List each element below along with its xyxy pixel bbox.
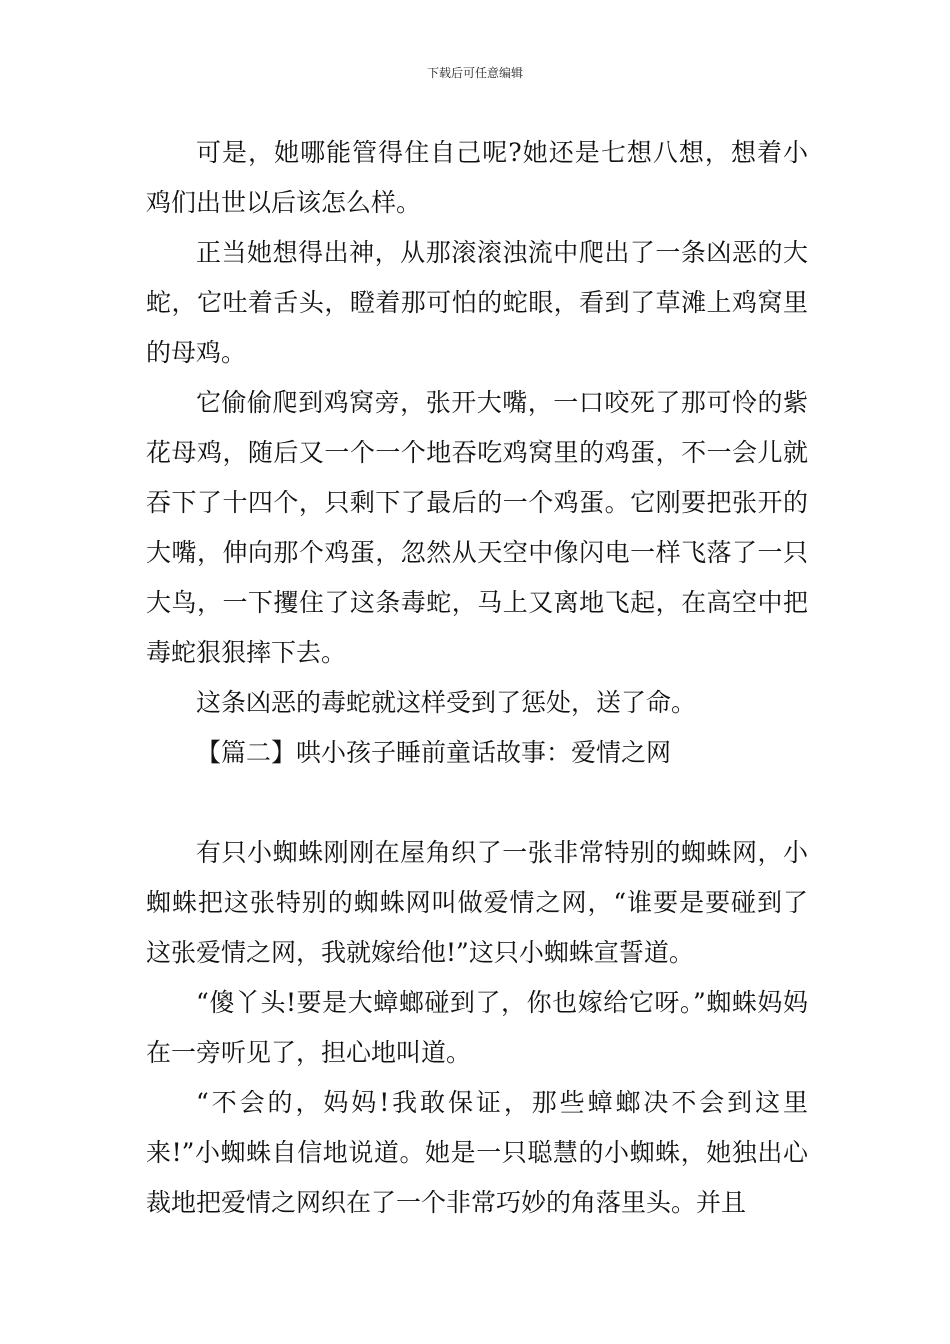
section-heading: 【篇二】哄小孩子睡前童话故事：爱情之网 [196,738,672,767]
paragraph: 有只小蜘蛛刚刚在屋角织了一张非常特别的蜘蛛网，小蜘蛛把这张特别的蜘蛛网叫做爱情之网，“谁要是要碰到了这张爱情之网，我就嫁给他!”这只小蜘蛛宣誓道。 [146,838,808,967]
paragraph: 这条凶恶的毒蛇就这样受到了惩处，送了命。 [196,688,697,717]
blank-line [146,778,808,828]
paragraph: 它偷偷爬到鸡窝旁，张开大嘴，一口咬死了那可怜的紫花母鸡，随后又一个一个地吞吃鸡窝里的鸡蛋，不一会儿就吞下了十四个，只剩下了最后的一个鸡蛋。它刚要把张开的大嘴，伸向那个鸡蛋，忽然从天空中像闪电一样飞落了一只大鸟，一下攫住了这条毒蛇，马上又离地飞起，在高空中把毒蛇狠狠摔下去。 [146,388,808,667]
paragraph: 正当她想得出神，从那滚滚浊流中爬出了一条凶恶的大蛇，它吐着舌头，瞪着那可怕的蛇眼，看到了草滩上鸡窝里的母鸡。 [146,238,808,367]
document-body [146,128,808,1228]
paragraph: 可是，她哪能管得住自己呢?她还是七想八想，想着小鸡们出世以后该怎么样。 [146,138,808,217]
paragraph: “不会的，妈妈!我敢保证，那些蟑螂决不会到这里来!”小蜘蛛自信地说道。她是一只聪慧的小蜘蛛，她独出心裁地把爱情之网织在了一个非常巧妙的角落里头。并且 [146,1088,808,1217]
paragraph: “傻丫头!要是大蟑螂碰到了，你也嫁给它呀。”蜘蛛妈妈在一旁听见了，担心地叫道。 [146,988,808,1067]
page-header: 下载后可任意编辑 [426,66,523,80]
